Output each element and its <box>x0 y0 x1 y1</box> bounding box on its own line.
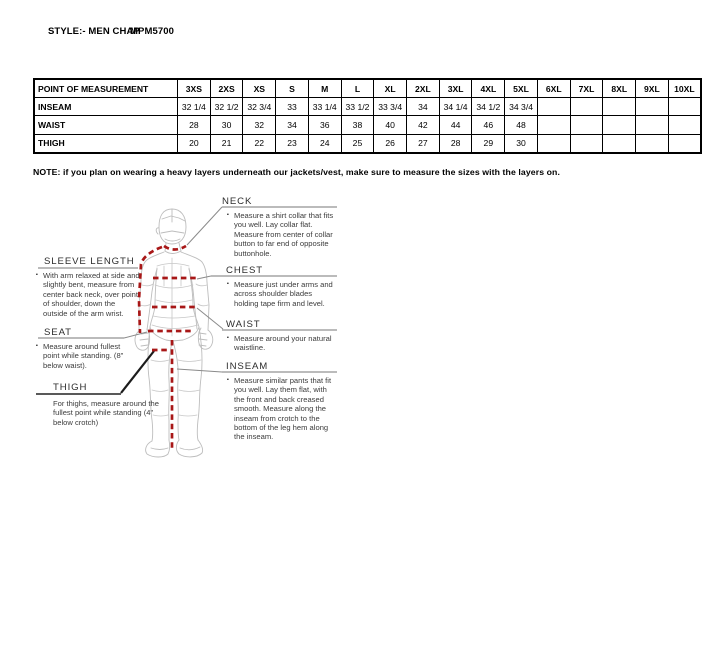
bullet-icon: ▪ <box>227 335 229 341</box>
size-chart-row <box>34 134 701 153</box>
col-header-size: 3XS <box>178 79 211 98</box>
col-header-size: 9XL <box>636 79 669 98</box>
size-cell: 46 <box>472 116 505 134</box>
col-header-measurement: POINT OF MEASUREMENT <box>34 79 178 98</box>
section-chest-title: CHEST <box>226 265 264 276</box>
size-cell: 23 <box>276 134 309 153</box>
section-chest-text: Measure just under arms and across shoulder blades holding tape firm and level. <box>234 280 333 308</box>
size-cell <box>537 116 570 134</box>
size-cell: 34 3/4 <box>505 98 538 116</box>
bullet-icon: ▪ <box>227 281 229 287</box>
size-cell: 42 <box>407 116 440 134</box>
section-sleeve-length-text: With arm relaxed at side and slightly bent, measure from center back neck, over point of shoulder, down the outside of the arm wrist. <box>43 271 140 318</box>
size-cell: 28 <box>178 116 211 134</box>
size-cell <box>603 134 636 153</box>
size-cell <box>668 98 701 116</box>
row-label: WAIST <box>34 116 178 134</box>
layering-note: NOTE: if you plan on wearing a heavy layers underneath our jackets/vest, make sure to measure the sizes with the layers on. <box>33 167 560 177</box>
section-neck-text: Measure a shirt collar that fits you well. Lay collar flat. Measure from center of collar button to far end of opposite buttonhole. <box>234 211 334 258</box>
col-header-size: 7XL <box>570 79 603 98</box>
section-thigh-title: THIGH <box>53 382 88 393</box>
section-thigh-text: For thighs, measure around the fullest point while standing (4" below crotch) <box>53 399 159 427</box>
section-neck-title: NECK <box>222 196 253 207</box>
size-cell <box>570 116 603 134</box>
section-thigh <box>53 382 165 427</box>
size-chart-header-row <box>34 79 701 98</box>
size-cell: 28 <box>439 134 472 153</box>
section-sleeve-length <box>36 256 142 318</box>
section-inseam-title: INSEAM <box>226 361 269 372</box>
section-inseam-text: Measure similar pants that fit you well. Lay them flat, with the front and back creased smooth. Measure along the inseam from crotch to the bottom of the leg hem along the inseam. <box>234 376 332 442</box>
col-header-size: S <box>276 79 309 98</box>
size-cell: 36 <box>308 116 341 134</box>
size-cell: 34 1/2 <box>472 98 505 116</box>
section-sleeve-length-title: SLEEVE LENGTH <box>44 256 135 267</box>
size-chart-body <box>34 98 701 153</box>
size-cell: 32 3/4 <box>243 98 276 116</box>
size-cell: 30 <box>210 116 243 134</box>
size-cell: 48 <box>505 116 538 134</box>
bullet-icon: ▪ <box>36 272 38 278</box>
size-cell <box>570 134 603 153</box>
size-cell <box>636 134 669 153</box>
section-inseam <box>226 361 344 442</box>
section-waist <box>226 319 344 353</box>
size-chart-section <box>33 78 702 154</box>
size-cell: 29 <box>472 134 505 153</box>
size-cell: 34 <box>407 98 440 116</box>
size-chart-row <box>34 116 701 134</box>
size-cell: 32 1/2 <box>210 98 243 116</box>
section-seat-title: SEAT <box>44 327 72 338</box>
col-header-size: L <box>341 79 374 98</box>
size-cell: 27 <box>407 134 440 153</box>
size-cell <box>570 98 603 116</box>
size-cell: 21 <box>210 134 243 153</box>
size-cell: 40 <box>374 116 407 134</box>
bullet-icon: ▪ <box>227 377 229 383</box>
style-code: MPM5700 <box>130 26 174 37</box>
size-cell: 33 3/4 <box>374 98 407 116</box>
col-header-size: 3XL <box>439 79 472 98</box>
col-header-size: XL <box>374 79 407 98</box>
col-header-size: M <box>308 79 341 98</box>
row-label: INSEAM <box>34 98 178 116</box>
size-cell: 33 1/2 <box>341 98 374 116</box>
size-cell <box>537 98 570 116</box>
col-header-size: 2XL <box>407 79 440 98</box>
section-waist-text: Measure around your natural waistline. <box>234 334 332 353</box>
col-header-size: 8XL <box>603 79 636 98</box>
col-header-size: 6XL <box>537 79 570 98</box>
size-cell <box>537 134 570 153</box>
size-cell: 25 <box>341 134 374 153</box>
size-cell: 44 <box>439 116 472 134</box>
size-cell: 38 <box>341 116 374 134</box>
size-cell: 33 <box>276 98 309 116</box>
size-cell: 26 <box>374 134 407 153</box>
section-seat <box>36 327 142 370</box>
section-waist-title: WAIST <box>226 319 261 330</box>
col-header-size: 4XL <box>472 79 505 98</box>
size-cell: 34 1/4 <box>439 98 472 116</box>
bullet-icon: ▪ <box>36 343 38 349</box>
section-seat-text: Measure around fullest point while standing. (8" below waist). <box>43 342 124 370</box>
size-cell: 33 1/4 <box>308 98 341 116</box>
col-header-size: XS <box>243 79 276 98</box>
col-header-size: 5XL <box>505 79 538 98</box>
size-cell: 24 <box>308 134 341 153</box>
size-cell: 22 <box>243 134 276 153</box>
section-neck <box>222 196 340 258</box>
size-cell <box>603 98 636 116</box>
size-chart-row <box>34 98 701 116</box>
size-cell <box>603 116 636 134</box>
col-header-size: 2XS <box>210 79 243 98</box>
size-cell <box>668 134 701 153</box>
style-label: STYLE:- MEN CHAP <box>48 26 140 37</box>
size-cell: 32 <box>243 116 276 134</box>
size-chart-table <box>33 78 702 154</box>
size-cell: 32 1/4 <box>178 98 211 116</box>
size-cell <box>636 116 669 134</box>
size-cell <box>668 116 701 134</box>
size-cell: 30 <box>505 134 538 153</box>
size-cell: 34 <box>276 116 309 134</box>
bullet-icon: ▪ <box>227 212 229 218</box>
size-cell <box>636 98 669 116</box>
row-label: THIGH <box>34 134 178 153</box>
col-header-size: 10XL <box>668 79 701 98</box>
size-cell: 20 <box>178 134 211 153</box>
section-chest <box>226 265 344 308</box>
